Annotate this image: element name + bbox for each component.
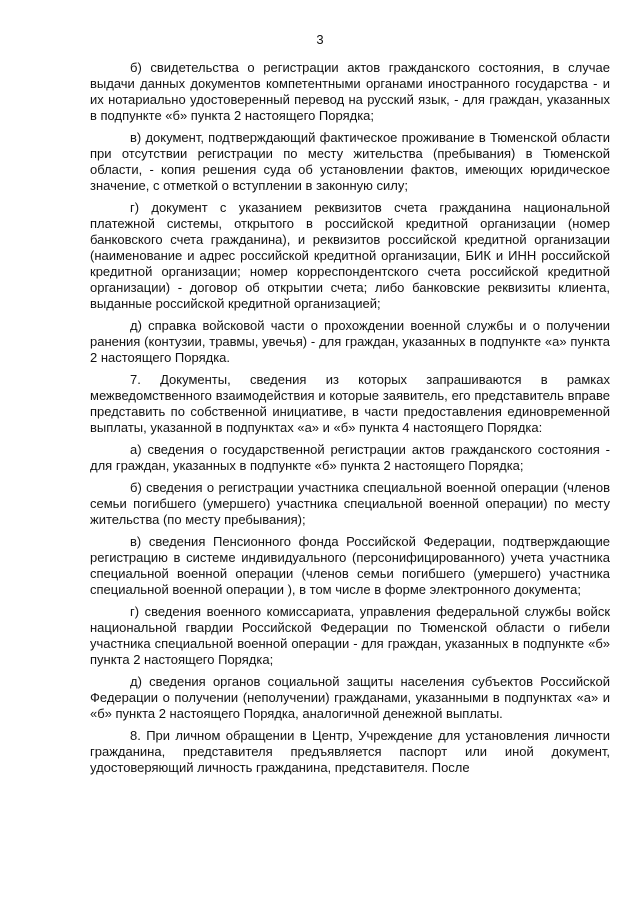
paragraph-6d: д) справка войсковой части о прохождении военной службы и о получении ранения (контузии, травмы, увечья) - для граждан, указанных в подпункте «а» пункта 2 настоящего Порядка.	[90, 318, 610, 365]
page-number: 3	[316, 32, 324, 47]
paragraph-7a: а) сведения о государственной регистрации актов гражданского состояния - для граждан, указанных в подпункте «б» пункта 2 настоящего Порядка;	[90, 442, 610, 473]
paragraph-7d: д) сведения органов социальной защиты населения субъектов Российской Федерации о получении (неполучении) гражданами, указанными в подпунктах «а» и «б» пункта 2 настоящего Порядка, аналогичной денежной выплаты.	[90, 674, 610, 721]
document-body	[90, 60, 610, 782]
paragraph-7v: в) сведения Пенсионного фонда Российской Федерации, подтверждающие регистрацию в системе индивидуального (персонифицированного) учета участника специальной военной операции (членов семьи погибшего (умершего) участника специальной военной операции ), в том числе в форме электронного документа;	[90, 534, 610, 597]
paragraph-8: 8. При личном обращении в Центр, Учреждение для установления личности гражданина, представителя предъявляется паспорт или иной документ, удостоверяющий личность гражданина, представителя. После	[90, 728, 610, 775]
paragraph-7b: б) сведения о регистрации участника специальной военной операции (членов семьи погибшего (умершего) участника специальной военной операции) по месту жительства (по месту пребывания);	[90, 480, 610, 527]
paragraph-6g: г) документ с указанием реквизитов счета гражданина национальной платежной системы, открытого в российской кредитной организации (номер банковского счета гражданина), и реквизитов российской кредитной организации (наименование и адрес российской кредитной организации, БИК и ИНН российской кредитной организации; номер корреспондентского счета российской кредитной организации) - договор об открытии счета; либо банковские реквизиты клиента, выданные российской кредитной организацией;	[90, 200, 610, 311]
paragraph-6v: в) документ, подтверждающий фактическое проживание в Тюменской области при отсутствии регистрации по месту жительства (пребывания) в Тюменской области, - копия решения суда об установлении фактов, имеющих юридическое значение, с отметкой о вступлении в законную силу;	[90, 130, 610, 193]
paragraph-6b: б) свидетельства о регистрации актов гражданского состояния, в случае выдачи данных документов компетентными органами иностранного государства - и их нотариально удостоверенный перевод на русский язык, - для граждан, указанных в подпункте «б» пункта 2 настоящего Порядка;	[90, 60, 610, 123]
paragraph-7: 7. Документы, сведения из которых запрашиваются в рамках межведомственного взаимодействия и которые заявитель, его представитель вправе представить по собственной инициативе, в части предоставления единовременной выплаты, указанной в подпунктах «а» и «б» пункта 4 настоящего Порядка:	[90, 372, 610, 435]
paragraph-7g: г) сведения военного комиссариата, управления федеральной службы войск национальной гвардии Российской Федерации по Тюменской области о гибели участника специальной военной операции - для граждан, указанных в подпункте «б» пункта 2 настоящего Порядка;	[90, 604, 610, 667]
